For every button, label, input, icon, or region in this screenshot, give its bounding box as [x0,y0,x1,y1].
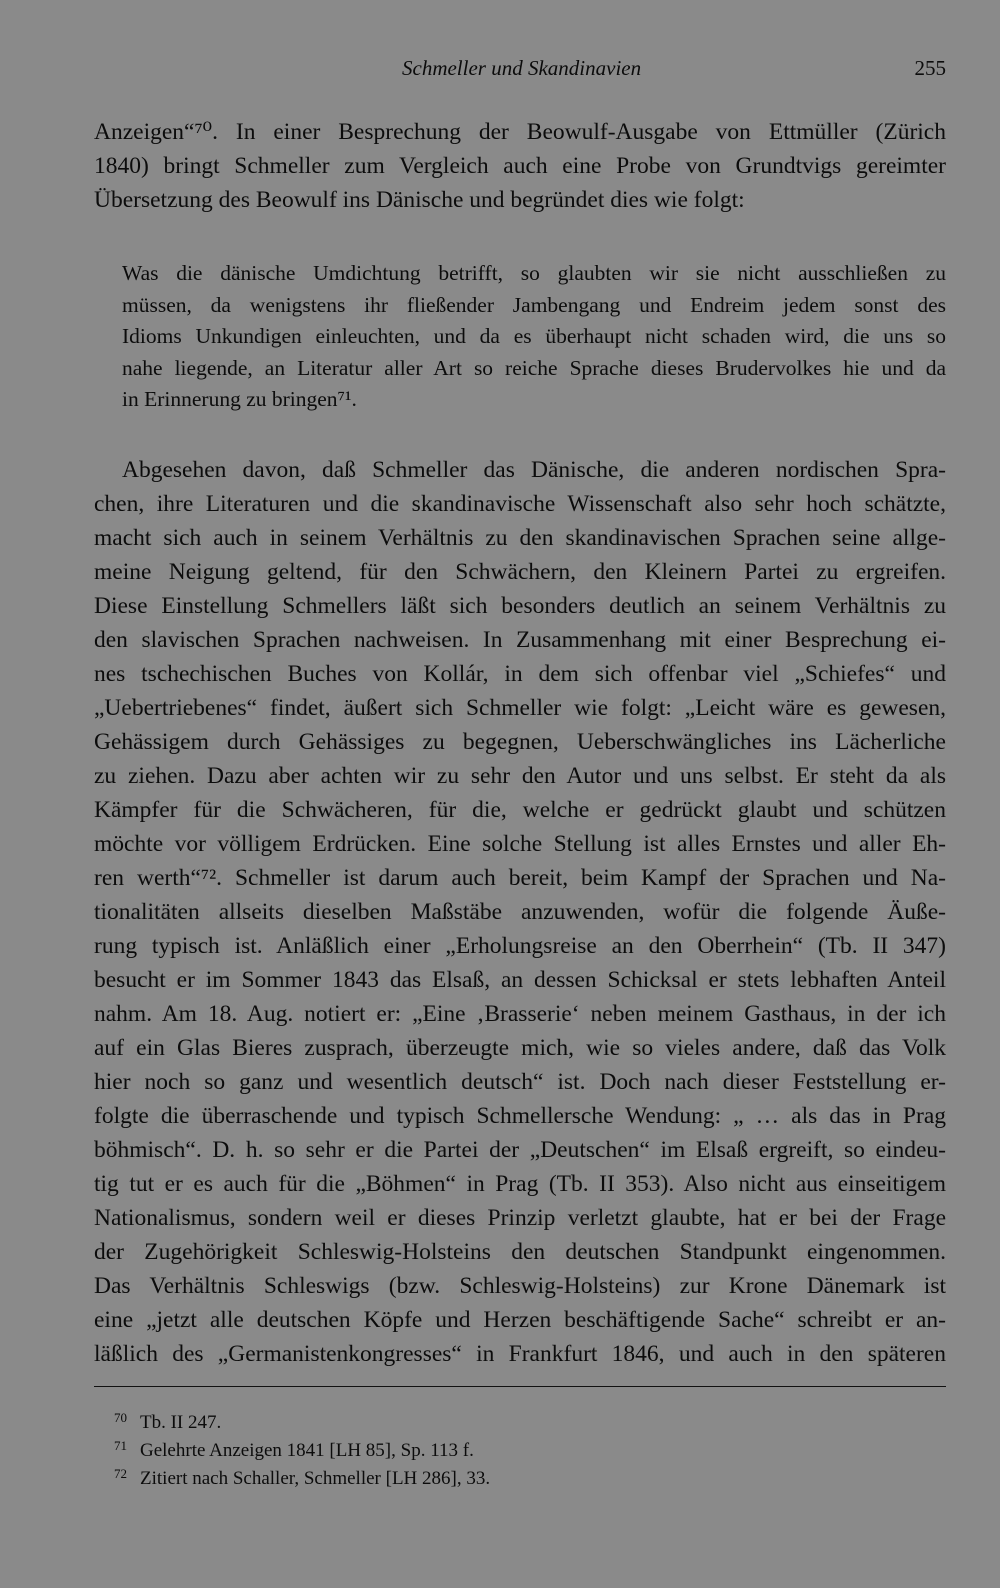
footnote-number: 71 [114,1438,127,1453]
footnote [100,1460,490,1488]
text-line: nahm. Am 18. Aug. notiert er: „Eine ‚Brasserie‘ neben meinem Gasthaus, in der ich [94,1001,946,1027]
footnote-text: Gelehrte Anzeigen 1841 [LH 85], Sp. 113 f. [140,1440,474,1461]
footnote-number: 70 [114,1410,127,1425]
text-line: hier noch so ganz und wesentlich deutsch“ ist. Doch nach dieser Feststellung er- [94,1069,946,1095]
text-line: Kämpfer für die Schwächeren, für die, welche er gedrückt glaubt und schützen [94,797,946,823]
text-line: Anzeigen“⁷⁰. In einer Besprechung der Beowulf-Ausgabe von Ettmüller (Zürich [94,119,946,145]
text-line: tionalitäten allseits dieselben Maßstäbe anzuwenden, wofür die folgende Äuße- [94,899,946,925]
footnote-number: 72 [114,1466,127,1481]
text-line: rung typisch ist. Anläßlich einer „Erholungsreise an den Oberrhein“ (Tb. II 347) [94,933,946,959]
footnote [100,1432,490,1460]
running-head [0,52,1000,86]
text-line: macht sich auch in seinem Verhältnis zu den skandinavischen Sprachen seine allge- [94,525,946,551]
text-line: möchte vor völligem Erdrücken. Eine solche Stellung ist alles Ernstes und aller Eh- [94,831,946,857]
text-line: böhmisch“. D. h. so sehr er die Partei der „Deutschen“ im Elsaß ergreift, so eindeu- [94,1137,946,1163]
text-line: Abgesehen davon, daß Schmeller das Dänische, die anderen nordischen Spra- [122,457,946,483]
text-line: den slavischen Sprachen nachweisen. In Zusammenhang mit einer Besprechung ei- [94,627,946,653]
text-line: eine „jetzt alle deutschen Köpfe und Herzen beschäftigende Sache“ schreibt er an- [94,1307,946,1333]
text-line: meine Neigung geltend, für den Schwächern, den Kleinern Partei zu ergreifen. [94,559,946,585]
text-line: besucht er im Sommer 1843 das Elsaß, an dessen Schicksal er stets lebhaften Anteil [94,967,946,993]
text-line: 1840) bringt Schmeller zum Vergleich auch eine Probe von Grundtvigs gereimter [94,153,946,179]
text-line: der Zugehörigkeit Schleswig-Holsteins den deutschen Standpunkt eingenommen. [94,1239,946,1265]
text-line: läßlich des „Germanistenkongresses“ in Frankfurt 1846, und auch in den späteren [94,1341,946,1367]
footnote-text: Zitiert nach Schaller, Schmeller [LH 286], 33. [140,1468,491,1489]
quote-line: in Erinnerung zu bringen⁷¹. [122,387,357,411]
block-quote [122,258,946,416]
text-line: ren werth“⁷². Schmeller ist darum auch bereit, beim Kampf der Sprachen und Na- [94,865,946,891]
footnotes [100,1404,490,1488]
text-line: tig tut er es auch für die „Böhmen“ in Prag (Tb. II 353). Also nicht aus einseitigem [94,1171,946,1197]
text-line: Nationalismus, sondern weil er dieses Prinzip verletzt glaubte, hat er bei der Frage [94,1205,946,1231]
footnote [100,1404,490,1432]
text-line: „Uebertriebenes“ findet, äußert sich Schmeller wie folgt: „Leicht wäre es gewesen, [94,695,946,721]
text-line: folgte die überraschende und typisch Schmellersche Wendung: „ … als das in Prag [94,1103,946,1129]
text-line: nes tschechischen Buches von Kollár, in dem sich offenbar viel „Schiefes“ und [94,661,946,687]
quote-line: Was die dänische Umdichtung betrifft, so glaubten wir sie nicht ausschließen zu [122,261,946,285]
footnote-divider [94,1386,946,1387]
quote-line: müssen, da wenigstens ihr fließender Jambengang und Endreim jedem sonst des [122,292,946,317]
text-line: Das Verhältnis Schleswigs (bzw. Schleswig-Holsteins) zur Krone Dänemark ist [94,1273,946,1299]
paragraph-2 [94,453,946,1371]
text-line: Übersetzung des Beowulf ins Dänische und begründet dies wie folgt: [94,187,745,213]
text-line: zu ziehen. Dazu aber achten wir zu sehr den Autor und uns selbst. Er steht da als [94,763,946,789]
quote-line: nahe liegende, an Literatur aller Art so reiche Sprache dieses Brudervolkes hie und da [122,355,946,380]
running-title: Schmeller und Skandinavien [402,56,642,80]
page-number: 255 [914,56,946,80]
text-line: Diese Einstellung Schmellers läßt sich besonders deutlich an seinem Verhältnis zu [94,593,946,619]
paragraph-1 [94,115,946,217]
text-line: chen, ihre Literaturen und die skandinavische Wissenschaft also sehr hoch schätzte, [94,491,946,517]
text-line: auf ein Glas Bieres zusprach, überzeugte mich, wie so vieles andere, daß das Volk [94,1035,946,1061]
footnote-text: Tb. II 247. [140,1412,222,1433]
quote-line: Idioms Unkundigen einleuchten, und da es überhaupt nicht schaden wird, die uns so [122,324,946,348]
text-line: Gehässigem durch Gehässiges zu begegnen, Ueberschwängliches ins Lächerliche [94,729,946,755]
